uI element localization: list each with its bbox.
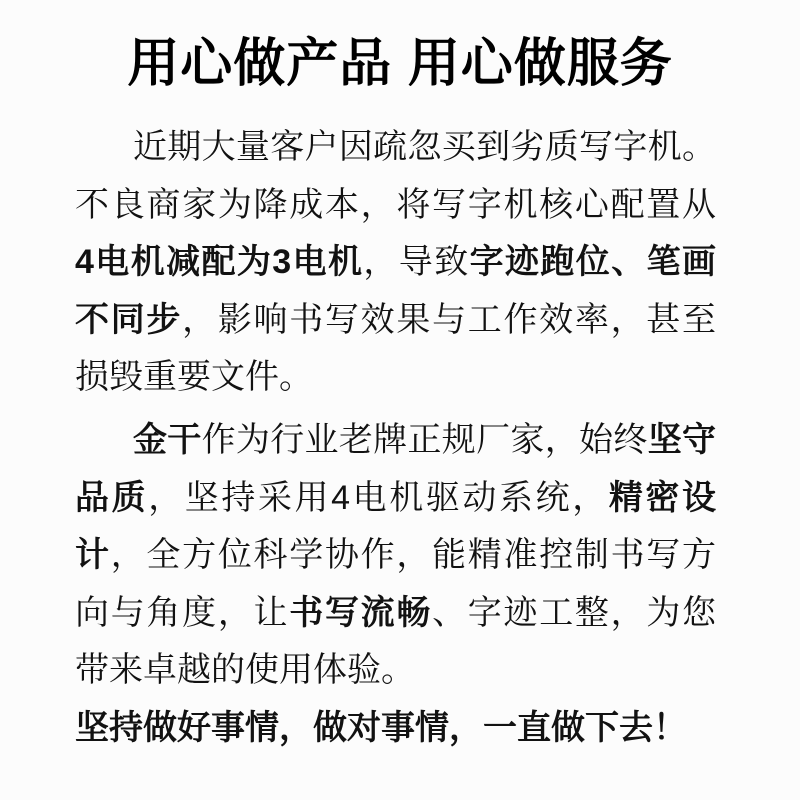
text-segment: ，导致 — [363, 243, 470, 282]
text-segment: 作为行业老牌正规厂家，始终 — [201, 420, 648, 459]
text-segment: 带来卓越的使用体验。 — [75, 651, 415, 690]
text-segment-bold: 品质 — [75, 478, 149, 517]
text-segment: 向与角度，让 — [75, 593, 290, 632]
text-segment: 近期大量客户因疏忽买到劣质写字机。 — [133, 128, 716, 166]
text-segment-bold: 金干 — [133, 420, 202, 459]
body-text — [75, 119, 716, 758]
text-line — [75, 585, 716, 643]
text-segment-bold: 坚持做好事情，做对事情，一直做下去！ — [75, 708, 687, 747]
text-line — [75, 292, 716, 350]
text-line — [75, 412, 716, 470]
text-segment: 、字迹工整，为您 — [432, 593, 717, 632]
text-line — [75, 642, 716, 700]
text-segment: ，影响书写效果与工作效率，甚至 — [182, 300, 717, 339]
text-segment: 不良商家为降成本，将写字机核心配置从 — [75, 185, 716, 224]
text-line — [75, 527, 716, 585]
text-segment-bold: 字迹跑位、笔画 — [469, 243, 716, 282]
text-line — [75, 177, 716, 235]
text-line — [75, 119, 716, 177]
page-title: 用心做产品 用心做服务 — [127, 35, 673, 93]
text-line — [75, 234, 716, 292]
text-segment-bold: 书写流畅 — [289, 593, 433, 632]
text-segment: ，全方位科学协作，能精准控制书写方 — [110, 536, 717, 575]
text-segment: 损毁重要文件。 — [75, 358, 313, 397]
text-segment-bold: 精密设 — [608, 478, 716, 517]
text-line — [75, 349, 716, 407]
text-segment-bold: 不同步 — [75, 300, 183, 339]
text-line — [75, 470, 716, 528]
slogan-line — [75, 700, 716, 758]
text-segment-bold: 坚守 — [647, 420, 716, 459]
text-segment-bold: 计 — [75, 536, 111, 575]
text-segment-bold: 4电机减配为3电机 — [75, 243, 364, 282]
text-segment: ，坚持采用4电机驱动系统， — [148, 478, 609, 517]
